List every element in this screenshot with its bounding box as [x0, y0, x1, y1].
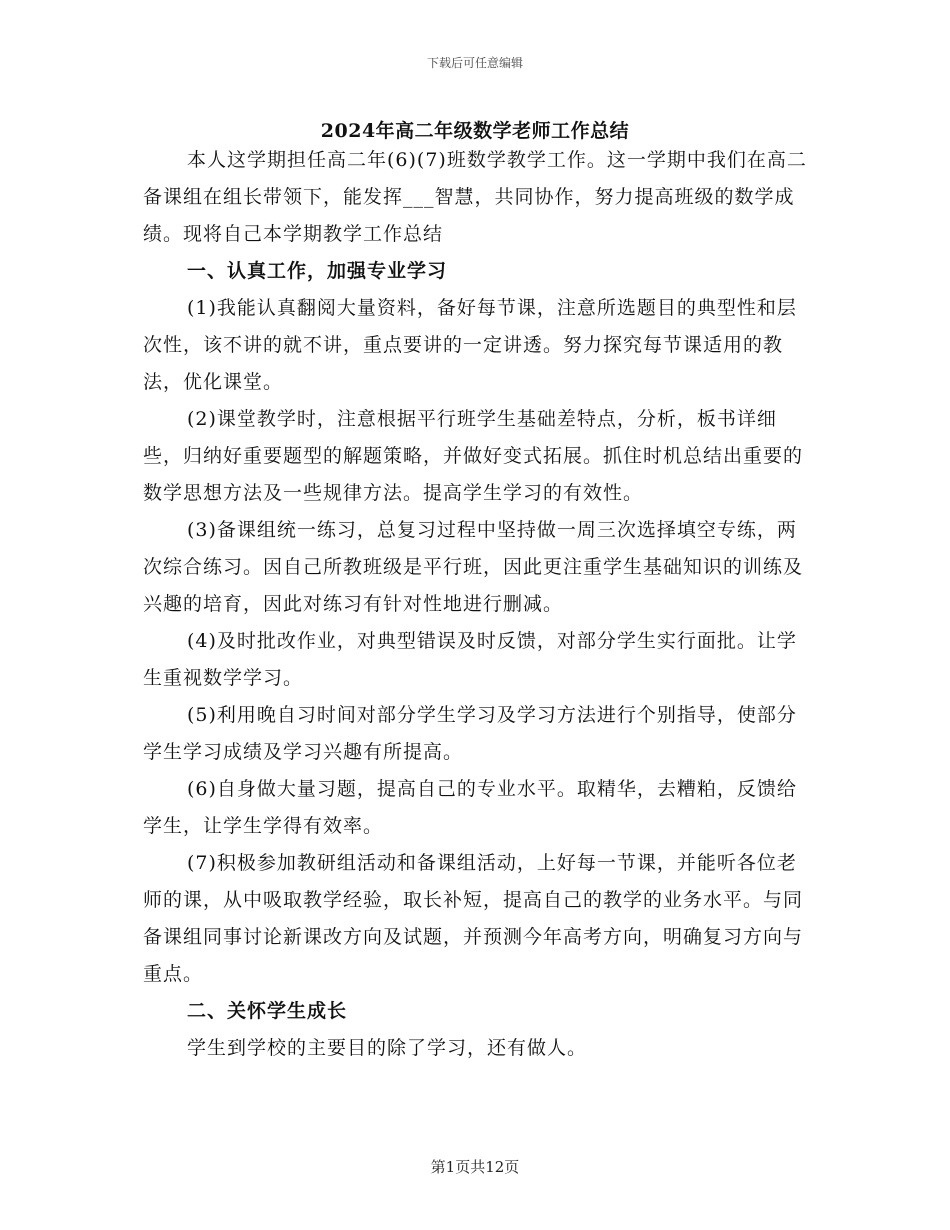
list-item-1: (1)我能认真翻阅大量资料，备好每节课，注意所选题目的典型性和层次性，该不讲的就不讲，重点要讲的一定讲透。努力探究每节课适用的教法，优化课堂。: [143, 297, 797, 393]
list-item-7: (7)积极参加教研组活动和备课组活动，上好每一节课，并能听各位老师的课，从中吸取教学经验，取长补短，提高自己的教学的业务水平。与同备课组同事讨论新课改方向及试题，并预测今年高考方向，明确复习方向与重点。: [143, 852, 804, 985]
list-item-3: (3)备课组统一练习，总复习过程中坚持做一周三次选择填空专练，两次综合练习。因自己所教班级是平行班，因此更注重学生基础知识的训练及兴趣的培育，因此对练习有针对性地进行删减。: [143, 519, 804, 615]
document-title: 2024年高二年级数学老师工作总结: [320, 120, 630, 142]
page-header-note: 下载后可任意编辑: [426, 56, 523, 70]
document-body: [143, 142, 813, 1067]
list-item-2: (2)课堂教学时，注意根据平行班学生基础差特点，分析，板书详细些，归纳好重要题型的解题策略，并做好变式拓展。抓住时机总结出重要的数学思想方法及一些规律方法。提高学生学习的有效性。: [143, 408, 804, 504]
intro-paragraph: 本人这学期担任高二年(6)(7)班数学教学工作。这一学期中我们在高二备课组在组长带领下，能发挥___智慧，共同协作，努力提高班级的数学成绩。现将自己本学期教学工作总结: [143, 149, 807, 245]
list-item-6: (6)自身做大量习题，提高自己的专业水平。取精华，去糟粕，反馈给学生，让学生学得有效率。: [143, 778, 797, 837]
section-heading-1: 一、认真工作，加强专业学习: [187, 260, 448, 282]
list-item-5: (5)利用晚自习时间对部分学生学习及学习方法进行个别指导，使部分学生学习成绩及学习兴趣有所提高。: [143, 704, 797, 763]
closing-paragraph: 学生到学校的主要目的除了学习，还有做人。: [187, 1037, 588, 1059]
page-number: 第1页共12页: [430, 1158, 520, 1176]
section-heading-2: 二、关怀学生成长: [187, 1000, 348, 1022]
list-item-4: (4)及时批改作业，对典型错误及时反馈，对部分学生实行面批。让学生重视数学学习。: [143, 630, 797, 689]
